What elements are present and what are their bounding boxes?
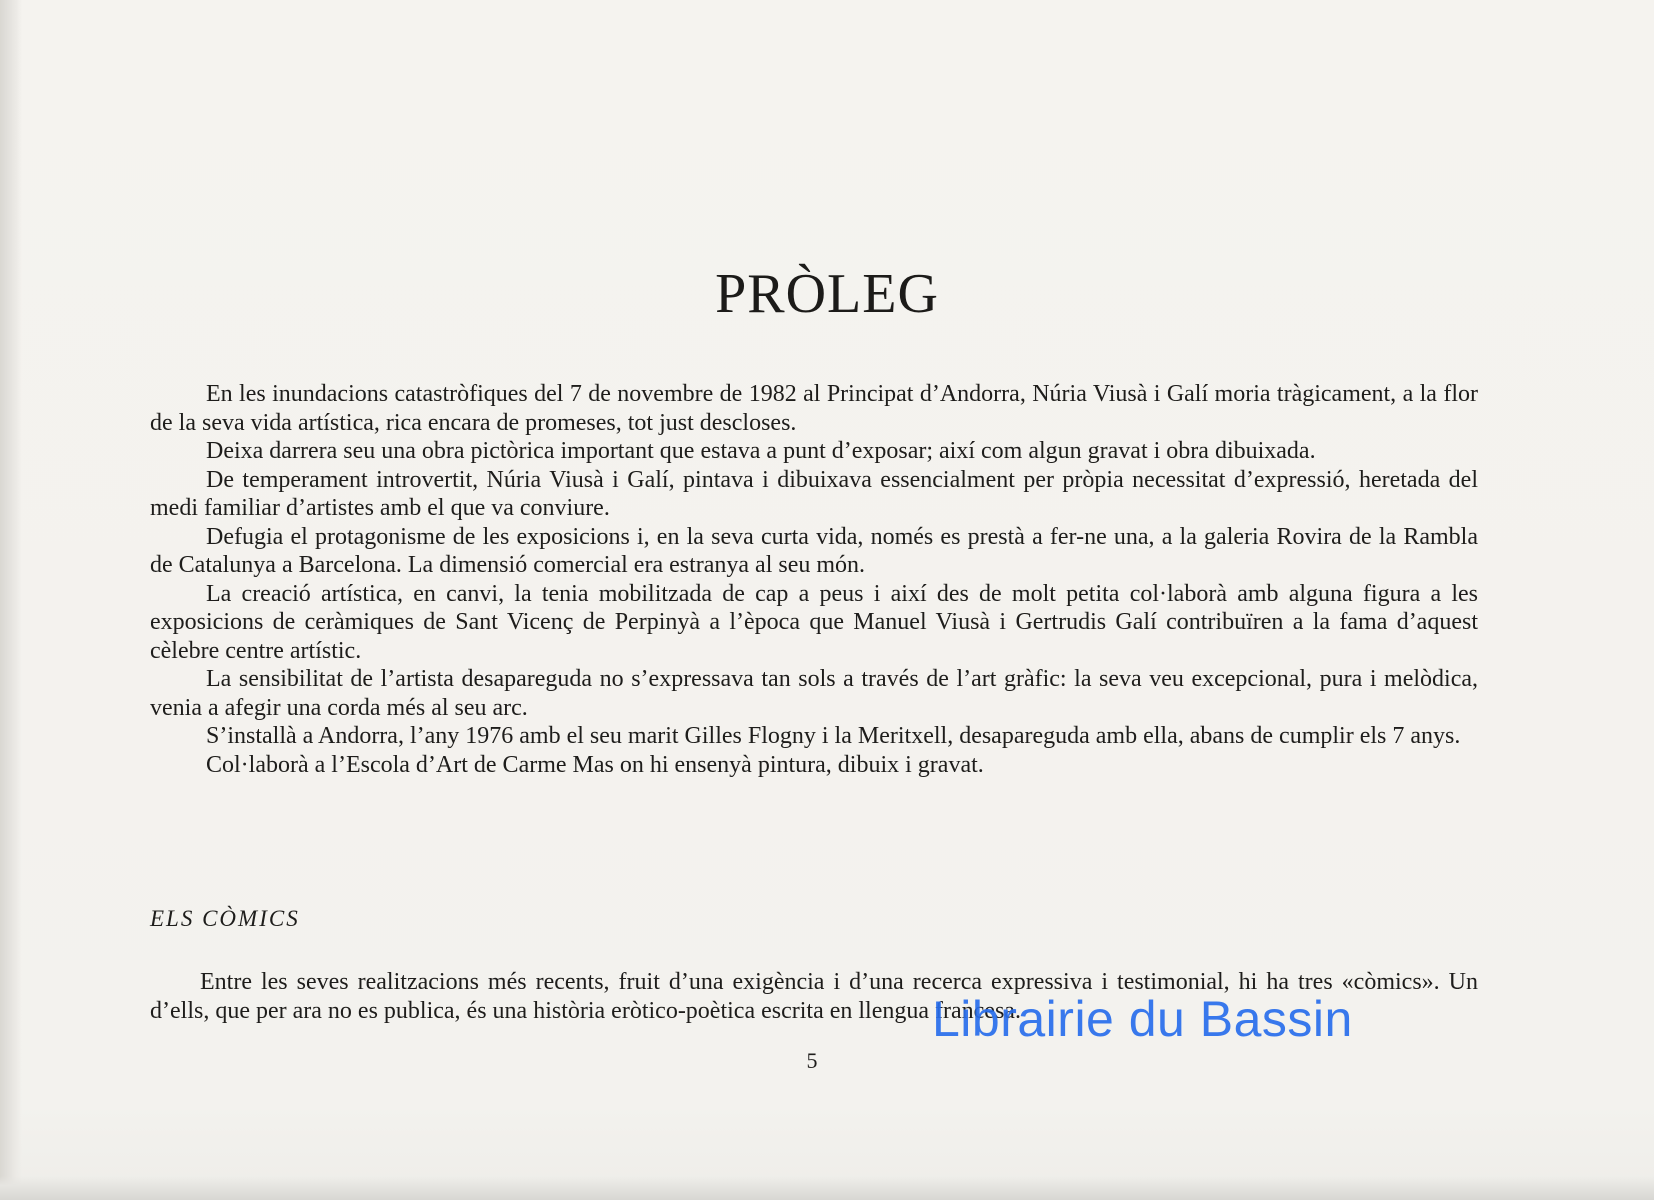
paragraph: S’installà a Andorra, l’any 1976 amb el seu marit Gilles Flogny i la Meritxell, desapareguda amb ella, abans de cumplir els 7 anys. bbox=[206, 723, 1461, 749]
paragraph: Defugia el protagonisme de les exposicions i, en la seva curta vida, només es prestà a fer-ne una, a la galeria Rovira de la Rambla de Catalunya a Barcelona. La dimensió comercial era estranya al seu món. bbox=[150, 523, 1478, 578]
paragraph: Deixa darrera seu una obra pictòrica important que estava a punt d’exposar; així com algun gravat i obra dibuixada. bbox=[206, 438, 1316, 464]
paragraph: Entre les seves realitzacions més recents, fruit d’una exigència i d’una recerca expressiva i testimonial, hi ha tres «còmics». Un d’ells, que per ara no es publica, és una història eròtico-poètica escrita en llengua francesa. bbox=[150, 969, 1478, 1024]
watermark: Librairie du Bassin bbox=[932, 991, 1353, 1047]
paragraph: Col·laborà a l’Escola d’Art de Carme Mas on hi ensenyà pintura, dibuix i gravat. bbox=[206, 751, 984, 778]
paragraph: De temperament introvertit, Núria Viusà i Galí, pintava i dibuixava essencialment per pròpia necessitat d’expressió, heretada del medi familiar d’artistes amb el que va conviure. bbox=[150, 466, 1478, 521]
page-title: PRÒLEG bbox=[715, 263, 939, 325]
paragraph: La sensibilitat de l’artista desapareguda no s’expressava tan sols a través de l’art gràfic: la seva veu excepcional, pura i melòdica, venia a afegir una corda més al seu arc. bbox=[150, 666, 1478, 721]
page-bottom-edge bbox=[0, 1176, 1654, 1200]
page-binding-edge bbox=[0, 0, 22, 1200]
section-heading: ELS CÒMICS bbox=[150, 906, 300, 931]
paragraph: En les inundacions catastròfiques del 7 de novembre de 1982 al Principat d’Andorra, Núria Viusà i Galí moria tràgicament, a la flor de la seva vida artística, rica encara de promeses, tot just descloses. bbox=[150, 381, 1478, 436]
page-number: 5 bbox=[806, 1048, 818, 1073]
prologue-body bbox=[150, 380, 1478, 779]
paragraph: La creació artística, en canvi, la tenia mobilitzada de cap a peus i així des de molt petita col·laborà amb alguna figura a les exposicions de ceràmiques de Sant Vicenç de Perpinyà a l’època que Manuel Viusà i Gertrudis Galí contribuïren a la fama d’aquest cèlebre centre artístic. bbox=[150, 580, 1478, 664]
